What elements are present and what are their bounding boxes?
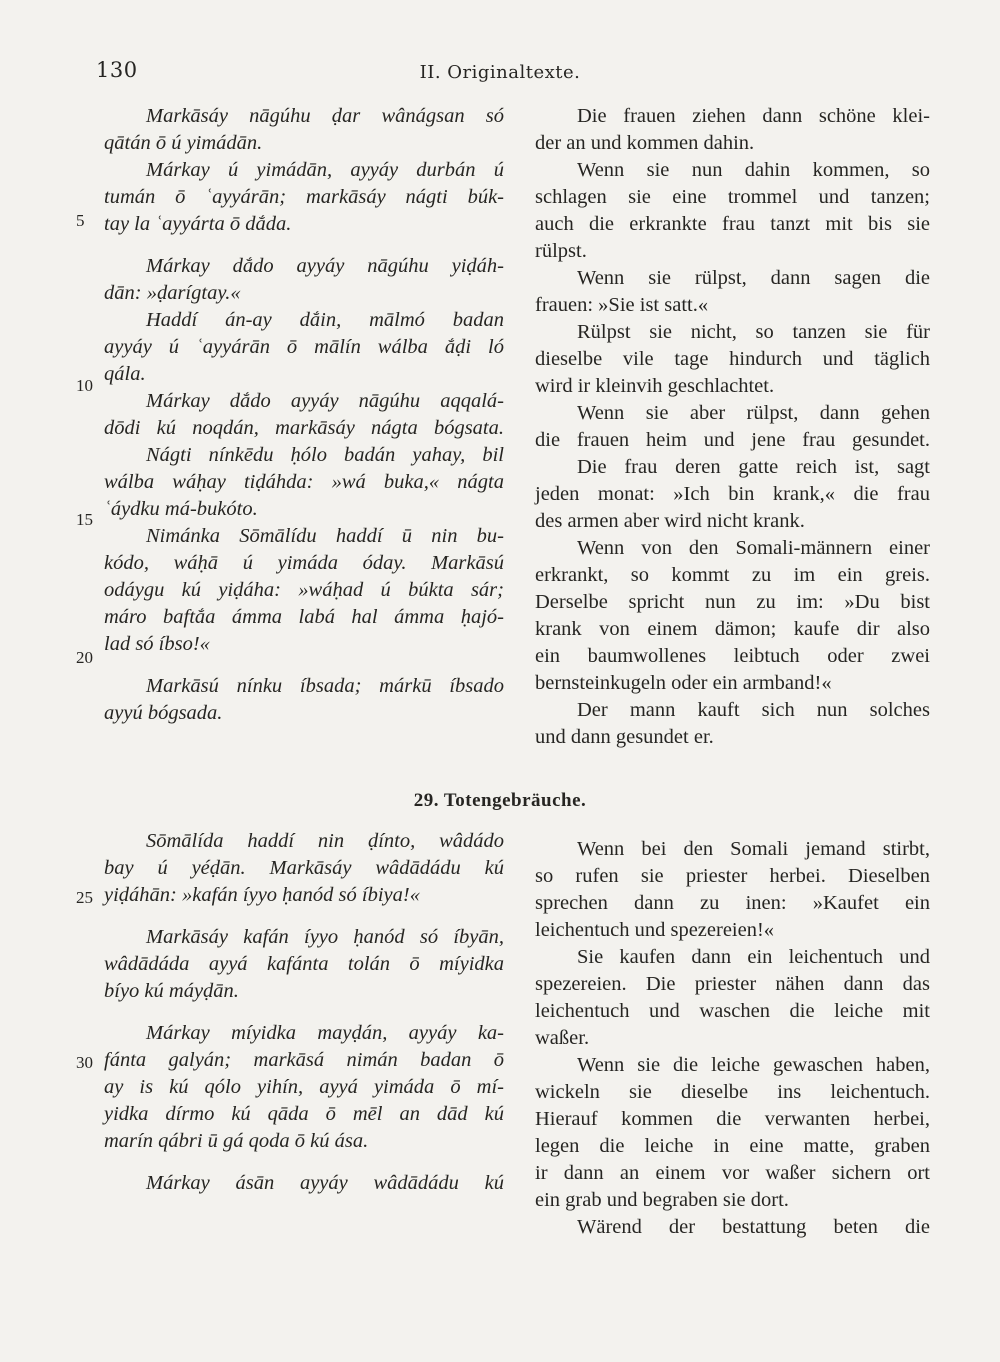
text-line: Die frauen ziehen dann schöne klei- <box>577 105 930 127</box>
text-line: ein grab und begraben sie dort. <box>535 1189 789 1211</box>
text-line: qātán ō ú yimádān. <box>104 132 263 154</box>
text-line: leichentuch und spezereien!« <box>535 919 775 941</box>
text-line: Hierauf kommen die verwanten herbei, <box>535 1108 930 1130</box>
text-line: marín qábri ū gá qoda ō kú ása. <box>104 1130 369 1152</box>
text-line: Wenn sie nun dahin kommen, so <box>577 159 930 181</box>
text-line: Márkay dắdo ayyáy nāgúhu aqqalá- <box>146 390 504 412</box>
text-line: bíyo kú máyḍān. <box>104 980 239 1002</box>
text-line: Márkay ásān ayyáy wâdādádu kú <box>146 1172 504 1194</box>
text-line: ʿáydku má-bukóto. <box>104 498 258 520</box>
text-line: so rufen sie priester herbei. Dieselben <box>535 865 930 887</box>
text-line: ein baumwollenes leibtuch oder zwei <box>535 645 930 667</box>
text-line: Wenn bei den Somali jemand stirbt, <box>577 838 930 860</box>
text-line: sprechen dann zu inen: »Kaufet ein <box>535 892 930 914</box>
text-line: rülpst. <box>535 240 587 262</box>
somali-text-column <box>104 828 504 1197</box>
line-number: 5 <box>76 211 85 230</box>
text-line: odáygu kú yiḍáha: »wáḥad ú búkta sár; <box>104 579 504 601</box>
text-line: des armen aber wird nicht krank. <box>535 510 805 532</box>
text-line: ayyáy ú ʿayyárān ō mālín wálba ắḍi ló <box>104 336 504 358</box>
text-line: Sie kaufen dann ein leichentuch und <box>577 946 930 968</box>
text-line: waßer. <box>535 1027 590 1049</box>
text-line: Márkay ú yimádān, ayyáy durbán ú <box>146 159 504 181</box>
text-line: wird ir kleinvih geschlachtet. <box>535 375 775 397</box>
text-line: Wenn sie aber rülpst, dann gehen <box>577 402 930 424</box>
text-line: Márkay míyidka mayḍán, ayyáy ka- <box>146 1022 504 1044</box>
text-line: jeden monat: »Ich bin krank,« die frau <box>535 483 930 505</box>
line-number: 20 <box>76 648 93 667</box>
text-line: wickeln sie dieselbe ins leichentuch. <box>535 1081 930 1103</box>
text-line: tumán ō ʿayyárān; markāsáy nágti búk- <box>104 186 504 208</box>
text-line: Derselbe spricht nun zu im: »Du bist <box>535 591 930 613</box>
text-line: Markāsú nínku íbsada; márkū íbsado <box>146 675 504 697</box>
text-line: ay is kú qólo yihín, ayyá yimáda ō mí- <box>104 1076 504 1098</box>
text-line: der an und kommen dahin. <box>535 132 755 154</box>
text-line: Der mann kauft sich nun solches <box>577 699 930 721</box>
line-number: 25 <box>76 888 93 907</box>
text-line: Markāsáy nāgúhu ḍar wânágsan só <box>146 105 504 127</box>
section-heading: 29. Totengebräuche. <box>413 790 587 811</box>
line-number: 10 <box>76 376 93 395</box>
text-line: wâdādáda ayyá kafánta tolán ō míyidka <box>104 953 504 975</box>
text-line: Wärend der bestattung beten die <box>577 1216 930 1238</box>
text-line: frauen: »Sie ist satt.« <box>535 294 709 316</box>
text-line: Markāsáy kafán íyyo ḥanód só íbyān, <box>146 926 504 948</box>
text-line: Nágti nínkēdu ḥólo badán yahay, bil <box>146 444 504 466</box>
running-title: II. Originaltexte. <box>419 62 581 83</box>
text-line: krank von einem dämon; kaufe dir also <box>535 618 930 640</box>
text-line: ayyú bógsada. <box>104 702 223 724</box>
text-line: yiḍáhān: »kafán íyyo ḥanód só íbiya!« <box>104 884 420 906</box>
text-line: máro baftắa ámma labá hal ámma ḥajó- <box>104 606 504 628</box>
text-line: bernsteinkugeln oder ein armband!« <box>535 672 832 694</box>
text-line: leichentuch und waschen die leiche mit <box>535 1000 930 1022</box>
text-line: dān: »ḍarígtay.« <box>104 282 241 304</box>
text-line: erkrankt, so kommt zu im ein greis. <box>535 564 930 586</box>
text-line: fánta galyán; markāsá nimán badan ō <box>104 1049 504 1071</box>
text-line: schlagen sie eine trommel und tanzen; <box>535 186 930 208</box>
text-line: dieselbe vile tage hindurch und täglich <box>535 348 930 370</box>
text-line: Márkay dắdo ayyáy nāgúhu yiḍáh- <box>146 255 504 277</box>
line-number: 30 <box>76 1053 93 1072</box>
text-line: Wenn von den Somali-männern einer <box>577 537 930 559</box>
text-line: legen die leiche in eine matte, graben <box>535 1135 930 1157</box>
german-text-column <box>535 836 930 1241</box>
text-line: Nimánka Sōmālídu haddí ū nin bu- <box>146 525 504 547</box>
text-line: Die frau deren gatte reich ist, sagt <box>577 456 930 478</box>
text-line: kódo, wáḥā ú yimáda óday. Markāsú <box>104 552 504 574</box>
text-line: auch die erkrankte frau tanzt mit bis sie <box>535 213 930 235</box>
text-line: und dann gesundet er. <box>535 726 714 748</box>
page-number: 130 <box>96 58 138 82</box>
text-line: Wenn sie rülpst, dann sagen die <box>577 267 930 289</box>
text-line: Rülpst sie nicht, so tanzen sie für <box>577 321 930 343</box>
text-line: ir dann an einem vor waßer sichern ort <box>535 1162 930 1184</box>
text-line: wálba wáḥay tiḍáhda: »wá buka,« nágta <box>104 471 504 493</box>
text-line: spezereien. Die priester nähen dann das <box>535 973 930 995</box>
text-line: die frauen heim und jene frau gesundet. <box>535 429 930 451</box>
german-text-column <box>535 103 930 751</box>
text-line: lad só íbso!« <box>104 633 210 655</box>
text-line: Haddí án-ay dắin, mālmó badan <box>146 309 504 331</box>
somali-text-column <box>104 103 504 727</box>
line-number: 15 <box>76 510 93 529</box>
text-line: Sōmālída haddí nin ḍínto, wâdádo <box>146 830 504 852</box>
text-line: Wenn sie die leiche gewaschen haben, <box>577 1054 930 1076</box>
text-line: tay la ʿayyárta ō dắda. <box>104 213 292 235</box>
text-line: bay ú yéḍān. Markāsáy wâdādádu kú <box>104 857 504 879</box>
text-line: qála. <box>104 363 146 385</box>
text-line: dōdi kú noqdán, markāsáy nágta bógsata. <box>104 417 504 439</box>
text-line: yidka dírmo kú qāda ō mēl an dād kú <box>104 1103 504 1125</box>
